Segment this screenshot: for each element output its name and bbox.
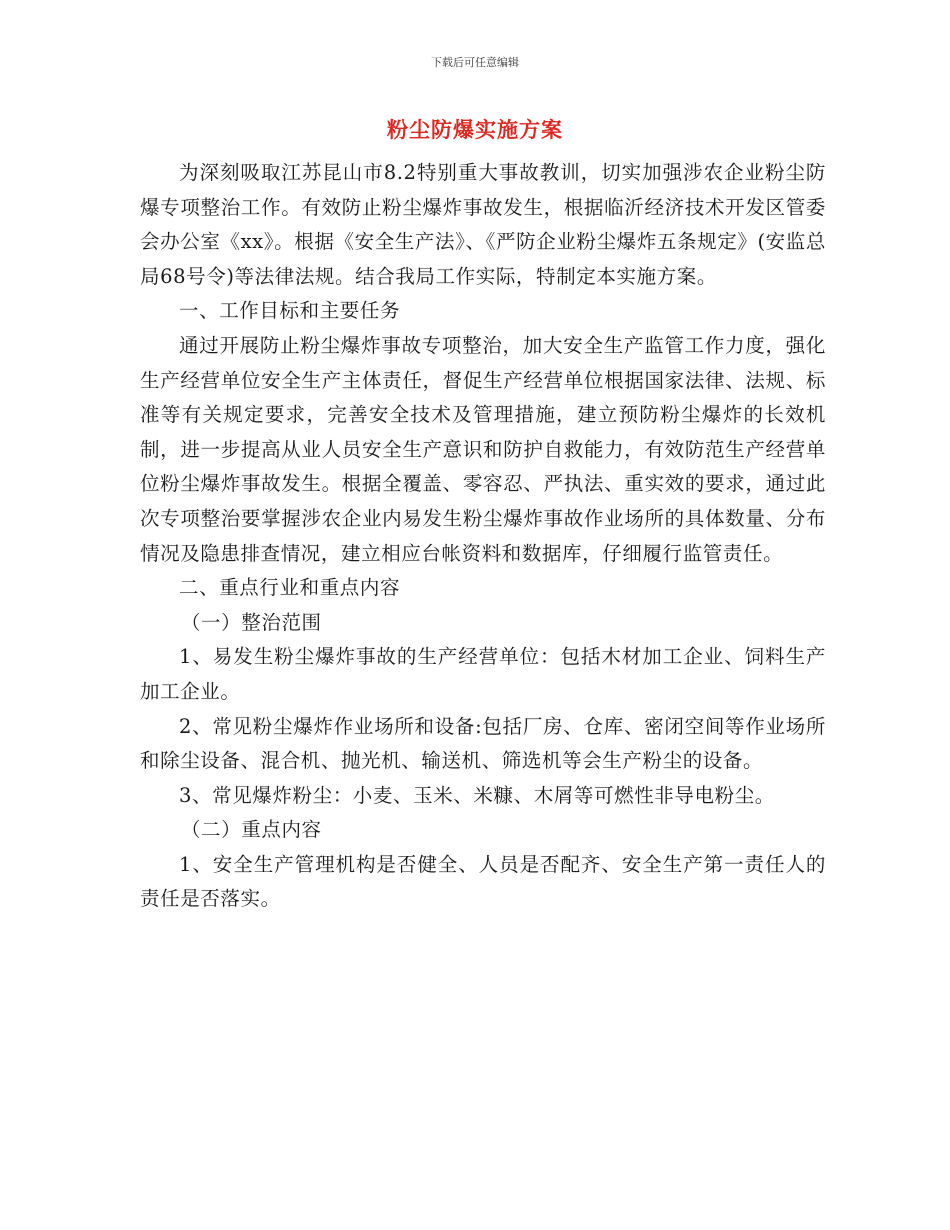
list-item-1: 1、易发生粉尘爆炸事故的生产经营单位：包括木材加工企业、饲料生产加工企业。 [140, 645, 826, 703]
intro-paragraph: 为深刻吸取江苏昆山市8.2特别重大事故教训，切实加强涉农企业粉尘防爆专项整治工作。有效防止粉尘爆炸事故发生，根据临沂经济技术开发区管委会办公室《xx》。根据《安全生产法》、《严防企业粉尘爆炸五条规定》(安监总局68号令)等法律法规。结合我局工作实际，特制定本实施方案。 [140, 161, 826, 288]
document-body [140, 156, 826, 917]
section-heading-1: 一、工作目标和主要任务 [179, 299, 401, 323]
subsection-heading-2: （二）重点内容 [180, 818, 322, 842]
section-1-paragraph: 通过开展防止粉尘爆炸事故专项整治，加大安全生产监管工作力度，强化生产经营单位安全生产主体责任，督促生产经营单位根据国家法律、法规、标准等有关规定要求，完善安全技术及管理措施，建立预防粉尘爆炸的长效机制，进一步提高从业人员安全生产意识和防护自救能力，有效防范生产经营单位粉尘爆炸事故发生。根据全覆盖、零容忍、严执法、重实效的要求，通过此次专项整治要掌握涉农企业内易发生粉尘爆炸事故作业场所的具体数量、分布情况及隐患排查情况，建立相应台帐资料和数据库，仔细履行监管责任。 [140, 333, 826, 565]
list-item-4: 1、安全生产管理机构是否健全、人员是否配齐、安全生产第一责任人的责任是否落实。 [140, 852, 826, 911]
header-note: 下载后可任意编辑 [431, 56, 519, 69]
subsection-heading-1: （一）整治范围 [180, 610, 322, 634]
list-item-3: 3、常见爆炸粉尘：小麦、玉米、米糠、木屑等可燃性非导电粉尘。 [179, 783, 775, 807]
document-title: 粉尘防爆实施方案 [387, 118, 563, 142]
section-heading-2: 二、重点行业和重点内容 [179, 576, 401, 600]
list-item-2: 2、常见粉尘爆炸作业场所和设备:包括厂房、仓库、密闭空间等作业场所和除尘设备、混合机、抛光机、输送机、筛选机等会生产粉尘的设备。 [140, 714, 826, 773]
